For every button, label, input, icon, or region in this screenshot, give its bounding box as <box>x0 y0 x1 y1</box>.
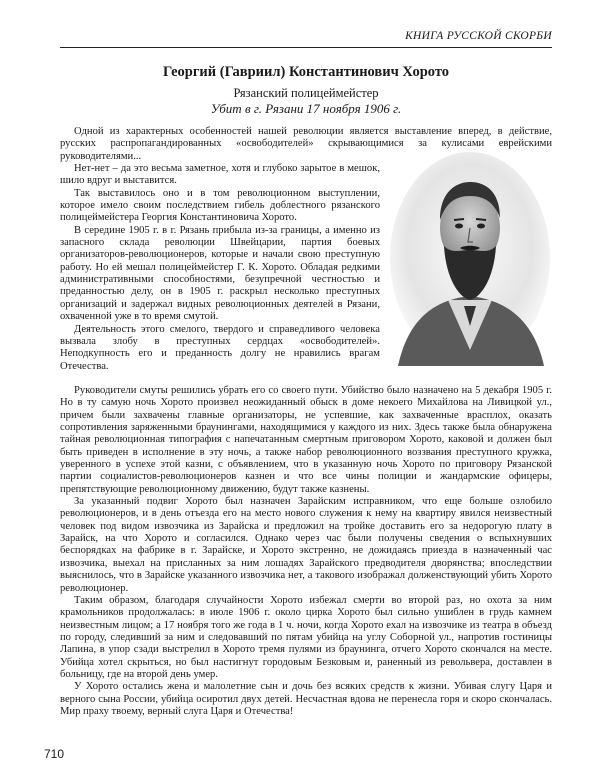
paragraph: Одной из характерных особенностей нашей революции является выставление вперед, в действие, русских распропагандированных «освободителей» скрывающимися за кулисами еврейскими руководителями... <box>60 126 552 162</box>
paragraph: За указанный подвиг Хорото был назначен Зарайским исправником, что еще больше озлобило революционеров, и в день отъезда его на место нового служения к нему на квартиру явился неизвестный человек под видом извозчика из Зарайска и предложил на тройке доставить его за недорогую плату в Зарайск, на что Хорото и согласился. Однако через час были получены сведения о вспыхнувших беспорядках на фабрике в г. Зарайске, и Хорото экстренно, не дожидаясь приезда в назначенный час извозчика, выехал на присланных за ним лошадях Зарайского предводителя дворянства; впоследствии выяснилось, что в Зарайске указанного извозчика нет, а такового изображал долженствующий убить Хорото революционер. <box>60 496 552 594</box>
wide-text-column <box>60 385 552 718</box>
paragraph: Таким образом, благодаря случайности Хорото избежал смерти во второй раз, но охота за ним крамольников продолжалась: в июле 1906 г. около цирка Хорото был сильно ушиблен в грудь камнем неизвестным лицом; а 17 ноября того же года в 1 ч. ночи, когда Хорото ехал на извозчике из театра в объезд по городу, следивший за ним и следовавший по пятам убийца на углу Соборной ул., напротив гостиницы Лапина, в упор сзади выстрелил в Хорото тремя пулями из браунинга, отчего Хорото скончался на месте. Убийца хотел скрыться, но был настигнут городовым Безковым и, раненный из револьвера, доставлен в больницу, где на второй день умер. <box>60 594 552 680</box>
page-number: 710 <box>44 747 65 761</box>
paragraph: У Хорото остались жена и малолетние сын и дочь без всяких средств к жизни. Убивая слугу Царя и верного сына России, убийца осиротил двух детей. Несчастная вдова не перенесла горя и скоро скончалась. Мир праху твоему, верный слуга Царя и Отечества! <box>60 681 552 717</box>
paragraph: Деятельность этого смелого, твердого и справедливого человека вызвала злобу в преступных сердцах «освободителей». Неподкупность его и преданность долгу не нравились врагам Отечества. <box>60 323 380 372</box>
running-title: КНИГА РУССКОЙ СКОРБИ <box>405 30 552 42</box>
header-rule <box>60 47 552 48</box>
paragraph: Нет-нет – да это весьма заметное, хотя и глубоко зарытое в мешок, шило вдруг и выставится. <box>60 163 380 187</box>
portrait-photo-icon <box>388 150 552 366</box>
portrait-photo <box>388 150 552 366</box>
paragraph: Так выставилось оно и в том революционном выступлении, которое имело своим последствием гибель доблестного рязанского полицеймейстера Георгия Константиновича Хорото. <box>60 187 380 224</box>
paragraph: В середине 1905 г. в г. Рязань прибыла из-за границы, а именно из запасного склада революции Швейцарии, партия боевых организаторов-революционеров, которые и начали свою преступную работу. Но ей мешал полицеймейстер Г. К. Хорото. Обладая редкими административными способностями, безупречной честностью и преданностью делу, он в 1905 г. раскрыл несколько преступных организаций и задержал видных революционных деятелей в Рязани, охваченной уже в то время смутой. <box>60 224 380 323</box>
person-name: Георгий (Гавриил) Константинович Хорото <box>162 64 450 80</box>
paragraph: Руководители смуты решились убрать его со своего пути. Убийство было назначено на 5 декабря 1905 г. Но в ту самую ночь Хорото произвел неожиданный обыск в доме некоего Михайлова на Ливицкой ул., причем были захвачены главные организаторы, не успевшие, как захваченные врасплох, оказать сопротивления заряженными браунингами, находящимися у каждого из них. Здесь также была обнаружена тайная революционная типография с напечатанным смертным приговором Хорото, каковой и должен был быть приведен в исполнение в эту ночь, а также набор революционного воззвания преступного кружка, уверенного в успехе этой казни, с объявлением, что в указанную ночь Хорото по приговору Рязанской партии социалистов-революционеров казнен и что все чины полиции и жандармские офицеры, препятствующие революционному движению, будут также казнены. <box>60 385 552 495</box>
person-position: Рязанский полицеймейстер <box>233 86 379 100</box>
narrow-text-column <box>60 126 552 373</box>
death-note: Убит в г. Рязани 17 ноября 1906 г. <box>210 101 402 116</box>
